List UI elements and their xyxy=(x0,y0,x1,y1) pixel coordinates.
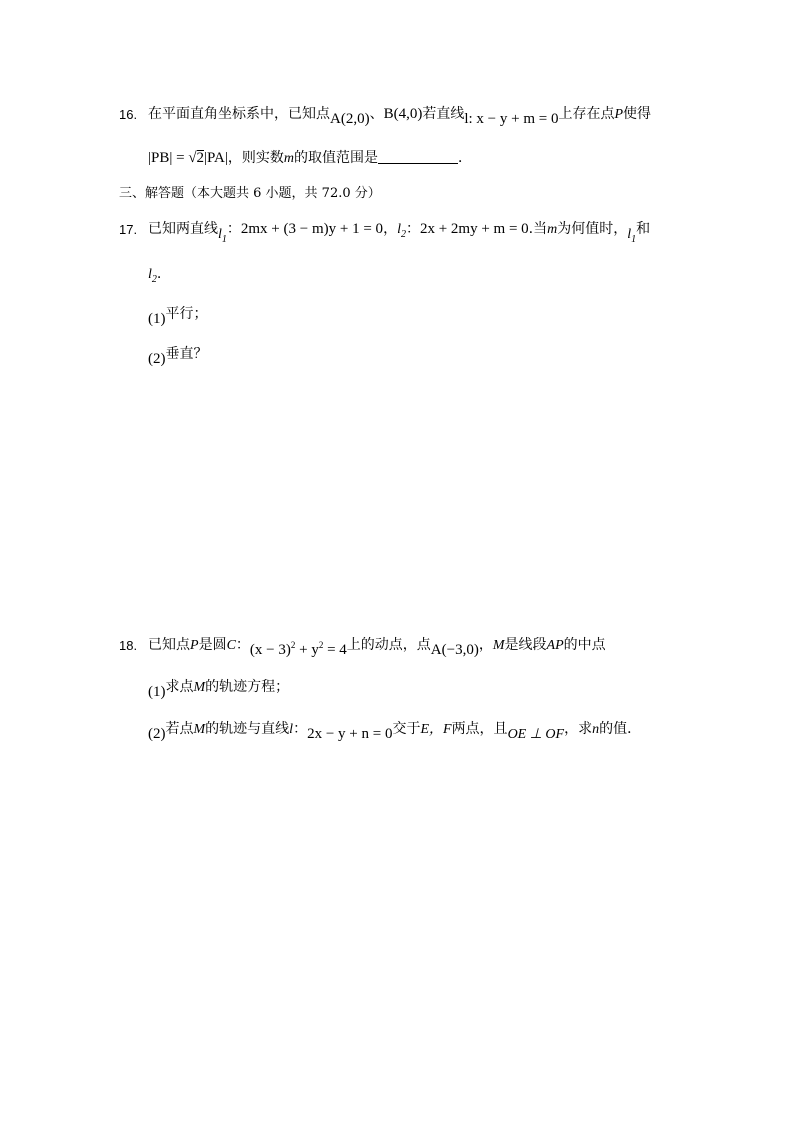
q18-part-1-text: 求点 xyxy=(165,679,194,695)
q17-text: 为何值时， xyxy=(557,221,628,237)
question-16-line-2 xyxy=(148,148,472,169)
q18-part-1-text: 的轨迹方程； xyxy=(205,679,290,695)
q16-text: 若直线 xyxy=(422,106,465,122)
question-18-line-1 xyxy=(148,635,606,660)
q18-part-2-text: 的轨迹与直线 xyxy=(205,721,290,737)
q18-part-2-text: 的值． xyxy=(599,721,642,737)
q16-end: ． xyxy=(457,150,472,166)
q18-part-2-text: ，求 xyxy=(564,721,593,737)
q17-part-2-label: (2) xyxy=(148,351,166,367)
q17-text: 和 xyxy=(636,221,651,237)
q16-var-m: m xyxy=(283,151,294,166)
q18-text: 的中点 xyxy=(563,637,606,653)
q16-cond-left: |PB| = xyxy=(148,150,189,166)
sqrt-symbol: √ xyxy=(188,150,197,166)
q17-l1-ref: $l_1$ xyxy=(627,227,637,245)
q17-part-2-text: 垂直？ xyxy=(165,346,208,362)
q17-comma: ， xyxy=(383,221,398,237)
q18-part-1-m: M xyxy=(193,680,206,695)
q18-part-2-text: 交于 xyxy=(392,721,421,737)
q17-l2-ref: $l_2$ xyxy=(148,267,157,285)
q16-text: 的取值范围是 xyxy=(293,150,378,166)
question-17-number: 17. xyxy=(119,222,138,237)
question-17-line-2 xyxy=(148,264,161,290)
q16-separator: 、 xyxy=(369,106,384,122)
q16-text: ，则实数 xyxy=(227,150,284,166)
q16-point-a: A(2,0) xyxy=(330,111,370,127)
q16-cond-right: |PA| xyxy=(204,150,228,166)
question-18-number: 18. xyxy=(119,638,138,653)
q17-part-1 xyxy=(148,304,208,329)
q18-line-equation: 2x − y + n = 0 xyxy=(307,726,393,742)
q18-var-n: n xyxy=(592,722,600,737)
q18-point-a: A(−3,0) xyxy=(430,642,479,658)
q18-point-m: M xyxy=(492,638,505,653)
q18-part-1-label: (1) xyxy=(148,684,166,700)
question-17-line-1 xyxy=(148,219,650,250)
q17-equation-1: 2mx + (3 − m)y + 1 = 0 xyxy=(240,221,384,237)
q18-circle-equation: $(x - 3)^2 + y^2 = 4$ xyxy=(249,640,347,658)
q18-part-2-text: 若点 xyxy=(165,721,194,737)
q18-point-p: P xyxy=(190,638,199,653)
q18-text: 是线段 xyxy=(504,637,547,653)
q17-part-1-label: (1) xyxy=(148,311,166,327)
q18-text: 已知点 xyxy=(148,637,190,653)
q17-l2: $l_2$ xyxy=(397,222,406,240)
q18-part-2-m: M xyxy=(193,722,206,737)
q16-text: 在平面直角坐标系中，已知点 xyxy=(148,106,330,122)
q18-part-2-label: (2) xyxy=(148,726,166,742)
answer-blank xyxy=(378,149,458,164)
q18-circle-c: C xyxy=(226,638,236,653)
q17-end: . xyxy=(156,266,162,282)
q17-part-2 xyxy=(148,344,208,369)
q18-points-ef: E，F xyxy=(420,722,452,737)
q17-equation-2: 2x + 2my + m = 0 xyxy=(419,221,529,237)
q18-part-2-text: 两点，且 xyxy=(451,721,508,737)
q18-part-2-l: l xyxy=(289,722,294,737)
q18-text: 是圆 xyxy=(198,637,227,653)
q17-var-m: m xyxy=(547,222,558,237)
q16-line-equation: l: x − y + m = 0 xyxy=(464,111,559,127)
question-16-number: 16. xyxy=(119,107,138,122)
question-16-line-1 xyxy=(148,104,651,129)
q18-part-2-text: ： xyxy=(293,721,308,737)
q17-part-1-text: 平行； xyxy=(165,306,208,322)
q16-text: 使得 xyxy=(623,106,652,122)
section-heading: 三、解答题（本大题共 6 小题，共 72.0 分） xyxy=(119,186,381,201)
q16-text: 上存在点 xyxy=(558,106,615,122)
q18-text: 上的动点，点 xyxy=(346,637,431,653)
q18-perpendicular: OE ⊥ OF xyxy=(507,727,565,742)
q17-colon: ： xyxy=(226,221,241,237)
q17-text: 已知两直线 xyxy=(148,221,218,237)
q17-colon: ： xyxy=(405,221,420,237)
q18-text: ， xyxy=(478,637,493,653)
q16-point-p: P xyxy=(614,107,624,122)
q17-l1: $l_1$ xyxy=(218,227,227,245)
q18-part-2 xyxy=(148,719,641,745)
q18-text: ： xyxy=(235,637,250,653)
q16-sqrt-arg: 2 xyxy=(196,150,205,166)
q18-part-1 xyxy=(148,677,289,702)
q17-text: .当 xyxy=(528,221,548,237)
q18-segment-ap: AP xyxy=(546,638,564,653)
q16-point-b: B(4,0) xyxy=(383,106,423,122)
